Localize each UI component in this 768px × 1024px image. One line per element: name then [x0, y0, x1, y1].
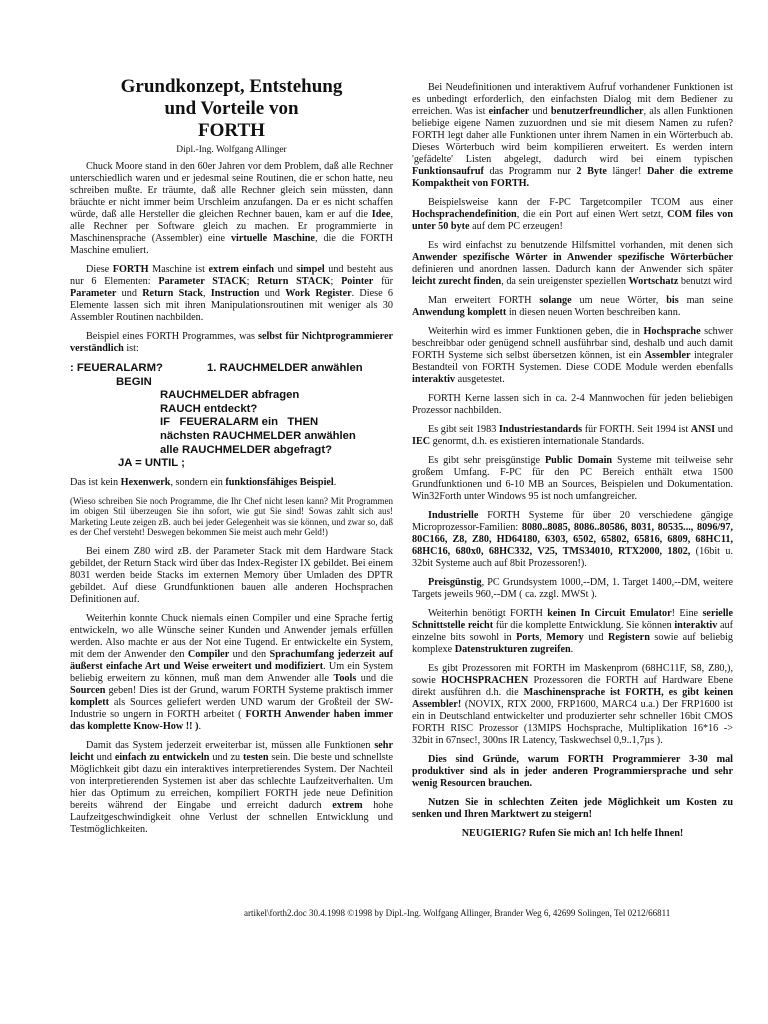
- text-run: ;: [246, 276, 258, 287]
- text-run: und: [529, 106, 551, 117]
- title-line-2: und Vorteile von: [164, 98, 299, 119]
- text-run: FORTH Systeme für über 20 verschiedene gängige Microprozessor-Familien:: [412, 510, 733, 533]
- bold-text: selbst für Nichtprogrammierer verständlich: [70, 331, 393, 354]
- bold-text: Registern: [608, 632, 650, 643]
- text-run: man seine: [678, 295, 733, 306]
- bold-text: Sourcen: [70, 684, 106, 696]
- text-run: und besteht aus nur 6 Elementen:: [70, 264, 394, 287]
- paragraph-intro: [70, 161, 393, 257]
- bold-text: virtuelle Maschine: [230, 233, 315, 244]
- text-run: und: [274, 264, 297, 275]
- text-run: für FORTH. Seit 1994 ist: [582, 424, 691, 435]
- paragraph-compiler: [70, 613, 393, 733]
- text-run: , sondern ein: [170, 476, 226, 488]
- text-run: Weiterhin benötigt FORTH: [428, 608, 548, 619]
- bold-text: Hochsprache: [643, 326, 701, 337]
- bold-text: extrem einfach: [208, 264, 275, 275]
- bold-text: 2 Byte: [576, 166, 607, 177]
- paragraph-example-intro: [70, 331, 393, 355]
- text-run: (NOVIX, RTX 2000, FRP1600, MARC4 u.a.) Der FRP1600 ist ein in Deutschland entwickelter und produzierter sehr schneller 16bit CMOS FORTH RISC Prozessor (13MIPS Hochsprache, Multiplikation 16*16 -> 32bit in 67nsec!, 300ns IR Latency, Taskwechsel 0,9..1,7µs ).: [412, 699, 733, 746]
- bold-text: testen: [243, 751, 269, 763]
- text-run: Bei Neudefinitionen und interaktivem Aufruf vorhandener Funktionen ist es unbedingt erforderlich, den einfachsten Dialog mit dem Bediener zu erreichen. Was ist: [412, 82, 733, 117]
- text-run: geben! Dies ist der Grund, warum FORTH Systeme praktisch immer: [105, 684, 393, 696]
- bold-text: sehr leicht: [70, 739, 393, 763]
- text-run: Beispiel eines FORTH Programmes, was: [86, 331, 258, 342]
- text-run: und: [715, 424, 733, 435]
- bold-text: Sprachumfang jederzeit auf äußerst einfache Art und Weise erweitert und modifiziert: [70, 648, 393, 672]
- text-run: ausgetestet.: [455, 374, 505, 385]
- bold-text: Daher die extreme Kompaktheit von FORTH.: [412, 166, 733, 189]
- bold-text: keinen In Circuit Emulator: [547, 608, 672, 619]
- text-run: integraler Bestandteil von FORTH Systemen. Diese CODE Module werden ebenfalls: [412, 350, 733, 373]
- bold-text: Industriestandards: [498, 424, 583, 435]
- bold-text: Preisgünstig: [428, 577, 482, 588]
- author-line: Dipl.-Ing. Wolfgang Allinger: [176, 145, 287, 155]
- text-run: , da sein ureigenster speziellen: [501, 276, 629, 287]
- bold-text: Parameter STACK: [158, 276, 247, 287]
- paragraph-note: (Wieso schreiben Sie noch Programme, die Ihr Chef nicht lesen kann? Mit Programmen im obigen Stil überzeugen Sie ihn sofort, wie gut Sie sind! Sowas zahlt sich aus! Marketing Leute zeigen zB. auch bei jeder Gelegenheit was sie können, und zwar so, daß es der Chef versteht! Deswegen bekommen Sie meist auch mehr Geld!): [70, 495, 393, 538]
- text-run: Damit das System jederzeit erweiterbar ist, müssen alle Funktionen: [86, 739, 375, 751]
- paragraph-hexenwerk: [70, 477, 393, 489]
- text-run: auf einzelne bits sowohl in: [412, 620, 733, 643]
- text-run: um neue Wörter,: [571, 295, 667, 306]
- text-run: . Diese 6 Elemente lassen sich mit ihren Manipulationsroutinen mit weniger als 30 Assembler Routinen nachbilden.: [70, 288, 393, 323]
- bold-text: FORTH: [112, 264, 149, 275]
- bold-text: funktionsfähiges Beispiel: [225, 476, 334, 488]
- bold-text: leicht zurecht finden: [412, 276, 502, 287]
- text-run: auf dem PC erzeugen!: [469, 221, 563, 232]
- code-line: BEGIN: [116, 375, 152, 388]
- bold-text: IEC: [412, 436, 431, 447]
- code-line: RAUCH entdeckt?: [160, 402, 258, 415]
- bold-text: interaktiv: [412, 374, 456, 385]
- paragraph-tcom: [412, 197, 733, 233]
- text-run: für die komplette Entwicklung. Sie können: [493, 620, 675, 631]
- bold-text: Ports: [516, 632, 540, 643]
- code-line: IF FEUERALARM ein THEN: [160, 416, 319, 429]
- text-run: sein. Die beste und schnellste Möglichkeit gibt dazu ein interaktives interpretierendes System. Der Nachteil von interpretierenden Systemen ist aber das schlechte Laufzeitverhalten. Um hier das Optimum zu erreichen, kompiliert FORTH jede neue Definition bereits während der Eingabe und erreicht dadurch: [70, 751, 393, 811]
- bold-text: Compiler: [187, 648, 230, 660]
- bold-text: 8080..8085, 8086..80586, 8031, 80535..., 8096/97, 80C166, Z8, Z80, HD64180, 6303, 6502, 65802, 65816, 6809, 68HC11, 68HC16, 680x0, 68HC332, V25, TMS34010, RTX2000, 1802,: [412, 522, 733, 557]
- text-run: ,: [539, 632, 547, 643]
- text-run: länger!: [606, 166, 647, 177]
- bold-text: Public Domain: [544, 455, 613, 466]
- text-run: Es gibt Prozessoren mit FORTH im Maskenprom (68HC11F, S8, Z80,), sowie: [412, 663, 733, 686]
- paragraph-z80: Bei einem Z80 wird zB. der Parameter Stack mit dem Hardware Stack gebildet, der Return Stack wird über das Index-Register IX gebildet. Bei einem 8031 werden beide Stacks im externen Memory über Umladen des DPTR gebildet. Auf diese Grundfunktionen bauen alle anderen Hochsprachen Definitionen auf.: [70, 545, 393, 605]
- text-run: und: [583, 632, 608, 643]
- text-run: Beispielsweise kann der F-PC Targetcompiler TCOM aus einer: [428, 197, 733, 208]
- code-line: JA = UNTIL ;: [118, 457, 185, 470]
- paragraph-kernels: FORTH Kerne lassen sich in ca. 2-4 Mannwochen für jeden beliebigen Prozessor nachbilden.: [412, 393, 733, 416]
- paragraph-processors: [412, 663, 733, 747]
- text-run: ,: [202, 288, 211, 299]
- text-run: und den: [229, 648, 270, 660]
- bold-text: Idee: [371, 209, 391, 220]
- code-example: [70, 362, 393, 471]
- text-run: , als allen Funktionen beliebige eigene Namen zuzuordnen und sie mit diesem Namen zu rufen? FORTH legt daher alle Funktionen unter ihrem Namen in ein Wörterbuch ab. Dieses Wörterbuch wird beim kompilieren erweitert. Es werden intern 'gefädelte' Listen abgelegt, dadurch wird bei einem typischen: [412, 106, 733, 165]
- text-run: schwer beschreibbar oder genügend schnell ausführbar sind, deshalb und auch damit FORTH Systeme sich selbst übersetzen können, ist ein: [412, 326, 733, 361]
- text-run: sowie auf beliebig komplexe: [412, 632, 734, 655]
- bold-text: Instruction: [210, 288, 260, 299]
- paragraph-public-domain: [412, 455, 733, 503]
- text-run: hohe Laufzeitgeschwindigkeit ohne Verlust der schnellen Entwicklung und Testmöglichkeiten.: [70, 799, 393, 835]
- code-line: alle RAUCHMELDER abgefragt?: [160, 443, 332, 456]
- text-run: und die: [356, 672, 393, 684]
- paragraph-call-to-action: NEUGIERIG? Rufen Sie mich an! Ich helfe Ihnen!: [461, 828, 684, 839]
- bold-text: Return STACK: [257, 276, 331, 287]
- title-line-1: Grundkonzept, Entstehung: [120, 76, 343, 97]
- bold-text: solange: [539, 295, 572, 306]
- text-run: .: [198, 720, 202, 732]
- bold-text: serielle Schnittstelle reicht: [412, 608, 733, 631]
- text-run: Weiterhin wird es immer Funktionen geben, die in: [428, 326, 644, 337]
- bold-text: Assembler: [644, 350, 691, 361]
- bold-text: simpel: [296, 264, 325, 275]
- text-run: ist:: [123, 343, 139, 354]
- text-run: ;: [330, 276, 342, 287]
- text-run: .: [333, 476, 337, 488]
- text-run: als Sources geliefert werden UND warum der Großteil der SW-Industrie so ungern in FORTH arbeitet (: [70, 696, 393, 720]
- text-run: Es gibt sehr preisgünstige: [428, 455, 545, 466]
- bold-text: extrem: [332, 799, 363, 811]
- paragraph-industrial: [412, 510, 733, 570]
- text-run: genormt, d.h. es existieren internationale Standards.: [430, 436, 645, 447]
- text-run: . Um ein System beliebig erweitern zu können, muß man dem Anwender alle: [70, 660, 393, 684]
- bold-text: FORTH Anwender haben immer das komplette Know-How !! ): [70, 708, 393, 732]
- text-run: und: [93, 751, 115, 763]
- bold-text: einfach zu entwickeln: [114, 751, 210, 763]
- text-run: und: [259, 288, 286, 299]
- bold-text: interaktiv: [674, 620, 718, 631]
- text-run: Diese: [86, 264, 113, 275]
- bold-text: Anwender spezifische Wörter in Anwender spezifische Wörterbücher: [412, 252, 733, 263]
- code-line: RAUCHMELDER abfragen: [160, 389, 300, 402]
- text-run: Man erweitert FORTH: [428, 295, 540, 306]
- text-run: , die ein Port auf einen Wert setzt,: [516, 209, 668, 220]
- text-run: Chuck Moore stand in den 60er Jahren vor dem Problem, daß alle Rechner unterschiedlich waren und er jedesmal seine Routinen, die er schon hatte, neu schreiben mußte. Er träumte, daß alle Rechner gleich sein müssten, dann bräuchte er nicht immer beim Urschleim anzufangen. Da er es nicht schaffen würde, daß alle Hersteller die gleichen Rechner bauen, kam er auf die: [70, 161, 393, 220]
- paragraph-forth-machine: [70, 264, 393, 324]
- text-run: , PC Grundsystem 1000,--DM, 1. Target 1400,--DM, weitere Targets jeweils 960,--DM ( ca. zzgl. MWSt ).: [412, 577, 733, 600]
- paragraph-dialog: [412, 82, 733, 190]
- bold-text: Tools: [333, 672, 357, 684]
- bold-text: Pointer: [341, 276, 374, 287]
- text-run: und zu: [209, 751, 244, 763]
- text-run: ! Eine: [671, 608, 703, 619]
- bold-text: Return Stack: [142, 288, 203, 299]
- paragraph-no-ice: [412, 608, 733, 656]
- left-column: [70, 76, 393, 843]
- paragraph-extensible: [70, 740, 393, 836]
- bold-text: Wortschatz: [628, 276, 679, 287]
- paragraph-assembler: [412, 326, 733, 386]
- paragraph-prices: [412, 577, 733, 601]
- bold-text: benutzerfreundlicher: [550, 106, 644, 117]
- text-run: , die die FORTH Maschine emuliert.: [70, 233, 393, 256]
- text-run: für: [373, 276, 393, 287]
- text-run: Prozessoren die FORTH auf Hardware Ebene direkt ausführen d.h. die: [412, 675, 733, 698]
- bold-text: Hexenwerk: [120, 476, 171, 488]
- bold-text: HOCHSPRACHEN: [441, 675, 529, 686]
- footer-line: artikel\forth2.doc 30.4.1998 ©1998 by Dipl.-Ing. Wolfgang Allinger, Brander Weg 6, 42699 Solingen, Tel 0212/66811: [244, 908, 671, 918]
- text-run: (16bit u. 32bit Systeme auch auf 8bit Prozessoren!).: [412, 546, 733, 569]
- paragraph-productivity: Dies sind Gründe, warum FORTH Programmierer 3-30 mal produktiver sind als in jeder anderen Programmiersprache und sehr wenig Resourcen brauchen.: [412, 754, 733, 789]
- text-run: Maschine ist: [148, 264, 209, 275]
- bold-text: Hochsprachendefinition: [412, 209, 517, 220]
- right-column: [412, 82, 733, 847]
- text-run: Systeme mit teilweise sehr großem Umfang. F-PC für den PC Bereich enthält etwa 1500 Grundfunktionen und 6-10 MB an Sources, Beispielen und Dokumentation. Win32Forth unter Windows 95 ist noch umfangreicher.: [412, 455, 733, 502]
- text-run: definieren und anordnen lassen. Dadurch kann der Anwender sich später: [412, 264, 733, 275]
- bold-text: Parameter: [70, 288, 117, 299]
- code-line: nächsten RAUCHMELDER anwählen: [160, 429, 356, 442]
- paragraph-extend: [412, 295, 733, 319]
- text-run: benutzt wird: [678, 276, 733, 287]
- bold-text: Memory: [546, 632, 584, 643]
- text-run: Das ist kein: [70, 476, 121, 488]
- text-run: Es gibt seit 1983: [428, 424, 499, 435]
- text-run: .: [570, 644, 574, 655]
- bold-text: Industrielle: [428, 510, 479, 521]
- bold-text: Work Register: [285, 288, 352, 299]
- text-run: , alle Rechner per Software gleich zu machen. Er programmierte in Maschinensprache (Assembler) eine: [70, 209, 393, 244]
- paragraph-wordlists: [412, 240, 733, 288]
- bold-text: einfacher: [488, 106, 530, 117]
- bold-text: Datenstrukturen zugreifen: [454, 644, 571, 655]
- text-run: Weiterhin konnte Chuck niemals einen Compiler und eine Sprache fertig entwickeln, wo alle Wünsche seiner Kunden und Anwender jemals erfüllen werden. Also machte er aus der Not eine Tugend. Er entwickelte ein System, mit dem der Anwender den: [70, 612, 393, 660]
- text-run: Es wird einfachst zu benutzende Hilfsmittel vorhanden, mit denen sich: [428, 240, 733, 251]
- bold-text: bis: [666, 295, 679, 306]
- bold-text: COM files von unter 50 byte: [412, 209, 733, 232]
- bold-text: ANSI: [690, 424, 716, 435]
- bold-text: Anwendung komplett: [412, 307, 507, 318]
- bold-text: Funktionsaufruf: [412, 166, 484, 177]
- text-run: und: [116, 288, 143, 299]
- text-run: in diesen neuen Worten beschreiben kann.: [506, 307, 681, 318]
- paragraph-costs: Nutzen Sie in schlechten Zeiten jede Möglichkeit um Kosten zu senken und Ihren Marktwert zu steigern!: [412, 797, 733, 820]
- bold-text: komplett: [70, 696, 110, 708]
- paragraph-standards: [412, 424, 733, 448]
- bold-text: Maschinensprache ist FORTH, es gibt keinen Assembler!: [412, 687, 733, 710]
- title-line-3: FORTH: [198, 120, 265, 141]
- text-run: das Programm nur: [483, 166, 577, 177]
- code-line: : FEUERALARM? 1. RAUCHMELDER anwählen: [70, 362, 363, 374]
